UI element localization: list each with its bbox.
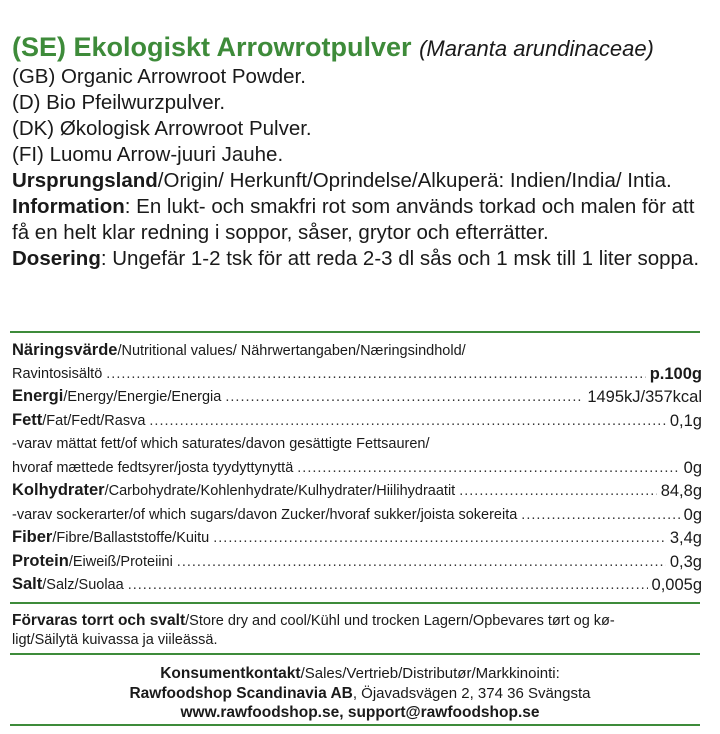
dosage-text: : Ungefär 1-2 tsk för att reda 2-3 dl sås och 1 msk till 1 liter soppa.	[100, 247, 700, 270]
per-100g-label: p.100g	[649, 364, 702, 383]
company-name: Rawfoodshop Scandinavia AB	[129, 684, 353, 702]
title-swedish: (SE) Ekologiskt Arrowrotpulver	[12, 32, 412, 62]
fiber-row	[12, 527, 702, 551]
carbs-languages: /Carbohydrate/Kohlenhydrate/Kulhydrater/Hiilihydraatit	[104, 483, 456, 499]
origin-label: Ursprungsland	[12, 169, 158, 192]
leader-dots	[521, 504, 679, 528]
energy-label: Energi	[12, 387, 64, 405]
fiber-value: 3,4g	[669, 529, 702, 547]
leader-dots	[106, 363, 645, 387]
fat-label: Fett	[12, 410, 43, 429]
protein-languages: /Eiweiß/Proteiini	[68, 553, 173, 570]
contact-heading	[0, 664, 720, 684]
salt-row	[12, 574, 702, 598]
protein-value: 0,3g	[669, 552, 702, 571]
salt-label: Salt	[12, 575, 43, 593]
fat-value: 0,1g	[669, 411, 702, 430]
saturates-line1: -varav mättat fett/of which saturates/davon gesättigte Fettsauren/	[12, 436, 430, 452]
sugars-label: -varav sockerarter/of which sugars/davon Zucker/hvoraf sukker/joista sokereita	[12, 506, 518, 523]
storage-label: Förvaras torrt och svalt	[12, 612, 186, 629]
title-latin-name: (Maranta arundinaceae)	[419, 36, 654, 61]
storage-line2: ligt/Säilytä kuivassa ja viileässä.	[12, 632, 218, 648]
storage-line1: /Store dry and cool/Kühl und trocken Lagern/Opbevares tørt og kø-	[185, 613, 615, 629]
fat-languages: /Fat/Fedt/Rasva	[42, 412, 146, 429]
company-address: , Öjavadsvägen 2, 374 36 Svängsta	[352, 684, 591, 702]
information-text: : En lukt- och smakfri rot som används torkad och malen för att få en helt klar redning i soppor, såser, grytor och efterrätter.	[12, 195, 695, 244]
consumer-contact	[0, 664, 720, 723]
saturates-row	[12, 457, 702, 481]
nutrition-header-row	[12, 363, 702, 387]
carbs-value: 84,8g	[660, 482, 702, 500]
name-de: (D) Bio Pfeilwurzpulver.	[12, 91, 226, 114]
protein-row	[12, 551, 702, 575]
name-gb: (GB) Organic Arrowroot Powder.	[12, 65, 306, 88]
contact-label-languages: /Sales/Vertrieb/Distributør/Markkinointi:	[300, 665, 560, 682]
name-dk: (DK) Økologisk Arrowroot Pulver.	[12, 117, 312, 140]
origin-paragraph	[12, 168, 712, 194]
web-email-text: www.rawfoodshop.se, support@rawfoodshop.se	[180, 704, 540, 721]
dosage-paragraph	[12, 246, 712, 272]
divider-middle	[10, 602, 700, 604]
contact-company-line	[0, 684, 720, 704]
dosage-label: Dosering	[12, 247, 101, 270]
salt-languages: /Salz/Suolaa	[42, 577, 124, 593]
protein-label: Protein	[12, 551, 69, 570]
leader-dots	[225, 386, 583, 410]
leader-dots	[459, 480, 656, 504]
nutrition-header	[12, 339, 702, 363]
energy-row	[12, 386, 702, 410]
fat-row	[12, 410, 702, 434]
product-description	[12, 0, 712, 272]
leader-dots	[297, 457, 679, 481]
information-paragraph	[12, 194, 712, 246]
leader-dots	[149, 410, 665, 434]
name-fi: (FI) Luomu Arrow-juuri Jauhe.	[12, 143, 284, 166]
nutrition-header-line2: Ravintosisältö	[12, 365, 103, 382]
leader-dots	[128, 574, 648, 598]
leader-dots	[213, 527, 666, 551]
carbs-row	[12, 480, 702, 504]
salt-value: 0,005g	[651, 576, 702, 594]
energy-value: 1495kJ/357kcal	[587, 388, 702, 406]
saturates-value: 0g	[683, 458, 702, 477]
divider-bottom	[10, 724, 700, 726]
carbs-label: Kolhydrater	[12, 481, 105, 499]
nutrition-header-label: Näringsvärde	[12, 341, 118, 359]
saturates-line2: hvoraf mættede fedtsyrer/josta tyydyttynyttä	[12, 459, 294, 476]
energy-languages: /Energy/Energie/Energia	[63, 389, 222, 405]
fiber-languages: /Fibre/Ballaststoffe/Kuitu	[52, 530, 210, 546]
product-title	[12, 32, 712, 64]
information-label: Information	[12, 195, 125, 218]
storage-instructions	[12, 611, 702, 650]
divider-top	[10, 331, 700, 333]
divider-lower	[10, 653, 700, 655]
origin-text: /Origin/ Herkunft/Oprindelse/Alkuperä: Indien/India/ Intia.	[157, 169, 672, 192]
nutrition-table	[12, 339, 702, 598]
fiber-label: Fiber	[12, 528, 53, 546]
contact-label: Konsumentkontakt	[160, 665, 301, 682]
contact-web-email	[0, 703, 720, 723]
leader-dots	[177, 551, 666, 575]
sugars-row	[12, 504, 702, 528]
sugars-value: 0g	[683, 505, 702, 524]
nutrition-header-languages: /Nutritional values/ Nährwertangaben/Næringsindhold/	[117, 343, 466, 359]
